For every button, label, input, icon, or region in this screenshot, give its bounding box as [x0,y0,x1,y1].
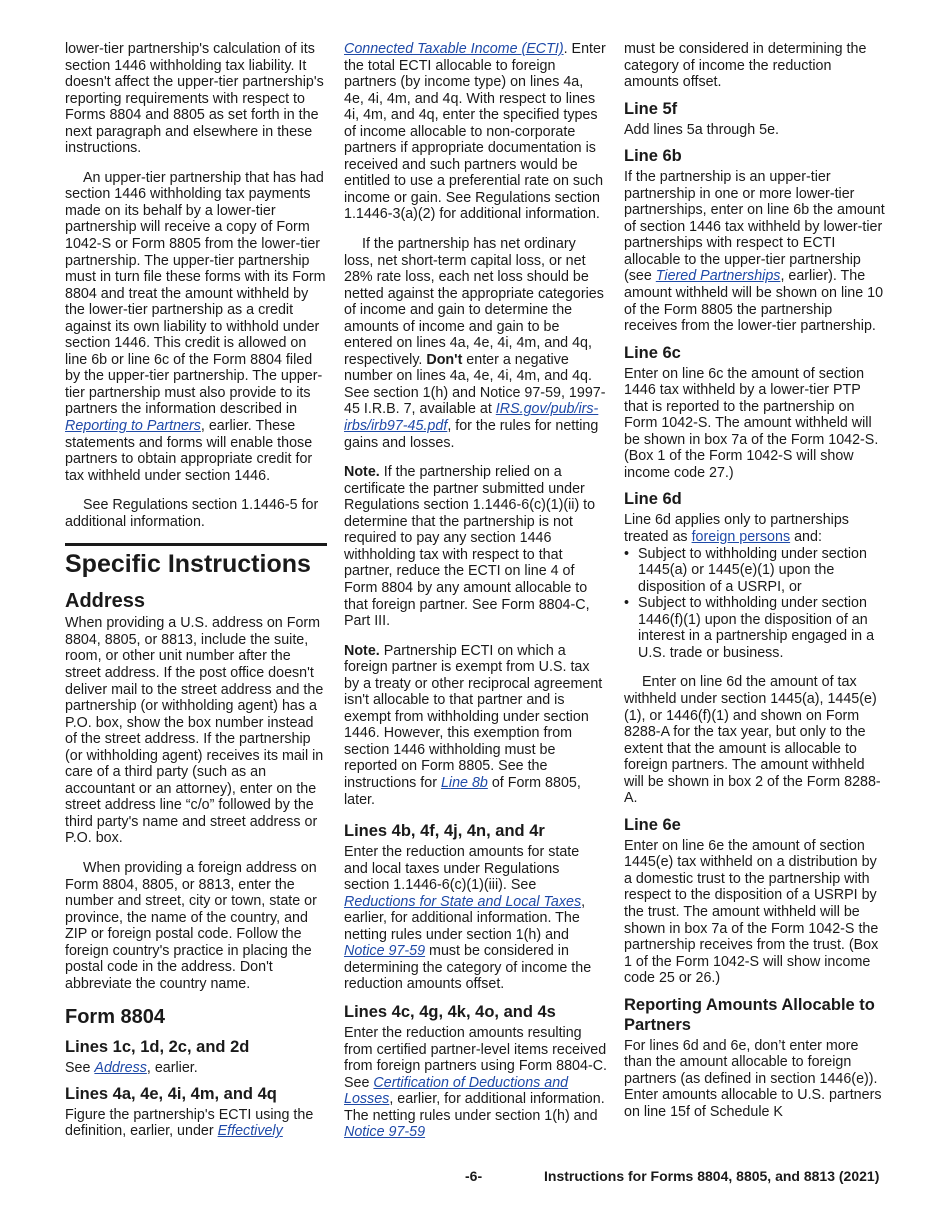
bullet-icon: • [624,595,630,612]
paragraph: See Address, earlier. [65,1060,198,1077]
paragraph: An upper-tier partnership that has had section 1446 withholding tax payments made on its behalf by a lower-tier partnership will receive a copy of Form 1042-S or Form 8805 from the lower-tier partnership. The upper-tier partnership must in turn file these forms with its Form 8804 and treat the amount withheld by the lower-tier partnership as a credit against its own liability to withhold under section 1446. This credit is allowed on line 6b or line 6c of the Form 8804 filed by the upper-tier partnership. The upper-tier partnership must also provide to its partners the information described in Reporting to Partners, earlier. These statements and forms will enable those partners to obtain appropriate credit for tax withheld under section 1446. [65,169,326,484]
paragraph: Enter on line 6d the amount of tax withheld under section 1445(a), 1445(e)(1), or 1446(f)(1) and shown on Form 8288-A for the tax year, but only to the extent that the amount is allocable to foreign partners. The amount withheld will be shown in box 2 of the Form 8288-A. [624,674,881,807]
heading-line-6c: Line 6c [624,343,681,362]
paragraph: Connected Taxable Income (ECTI). Enter the total ECTI allocable to foreign partners (by income type) on lines 4a, 4e, 4i, 4m, and 4q. With respect to lines 4i, 4m, and 4q, enter the specified types of income allocable to non-corporate partners if appropriate documentation is received and such partners would be entitled to use a preferential rate on such income or gain. See Regulations section 1.1446-3(a)(2) for additional information. [344,41,606,223]
paragraph: For lines 6d and 6e, don’t enter more than the amount allocable to foreign partners (as defined in section 1446(e)). Enter amounts allocable to U.S. partners on line 15f of Schedule K [624,1037,882,1120]
column-left [65,41,327,1153]
paragraph: must be considered in determining the category of income the reduction amounts offset. [624,41,867,91]
paragraph: Enter the reduction amounts for state and local taxes under Regulations section 1.1446-6(c)(1)(iii). See Reductions for State and Local Taxes, earlier, for additional information. The netting rules under section 1(h) and Notice 97-59 must be considered in determining the category of income the reduction amounts offset. [344,844,592,993]
heading-lines-4b: Lines 4b, 4f, 4j, 4n, and 4r [344,822,545,841]
link-notice-97-59[interactable]: Notice 97-59 [344,943,426,960]
link-ecti[interactable]: Connected Taxable Income (ECTI) [344,41,564,57]
bullet-icon: • [624,545,630,562]
link-tiered-partnerships[interactable]: Tiered Partnerships [655,268,781,285]
bullet-item: • Subject to withholding under section 1446(f)(1) upon the disposition of an interest in a partnership engaged in a U.S. trade or business. [624,595,875,661]
section-title: Specific Instructions [65,543,327,579]
heading-reporting-amounts: Reporting Amounts Allocable to Partners [624,995,875,1034]
heading-lines-1c: Lines 1c, 1d, 2c, and 2d [65,1038,250,1057]
link-foreign-persons[interactable]: foreign persons [691,529,791,546]
footer-title: Instructions for Forms 8804, 8805, and 8813 (2021) [544,1168,880,1184]
paragraph: If the partnership is an upper-tier partnership in one or more lower-tier partnerships, enter on line 6b the amount of section 1446 tax withheld by lower-tier partnerships with respect to ECTI allocable to the upper-tier partnership (see Tiered Partnerships, earlier). The amount withheld will be shown on line 10 of the Form 8805 the partnership receives from the lower-tier partnership. [624,169,885,335]
link-irb97-45[interactable]: IRS.gov/pub/irs-irbs/irb97-45.pdf [344,401,599,435]
column-middle [344,41,607,1154]
column-right [624,41,886,1133]
link-reporting-to-partners[interactable]: Reporting to Partners [65,418,201,435]
heading-line-6b: Line 6b [624,147,682,166]
heading-lines-4a: Lines 4a, 4e, 4i, 4m, and 4q [65,1084,277,1103]
paragraph: Enter the reduction amounts resulting from certified partner-level items received from foreign partners using Form 8804-C. See Certification of Deductions and Losses, earlier, for additional information. The netting rules under section 1(h) and Notice 97-59 [344,1024,608,1141]
paragraph: Line 6d applies only to partnerships treated as foreign persons and: [624,512,849,546]
paragraph: Enter on line 6c the amount of section 1446 tax withheld by a lower-tier PTP that is reported to the partnership on Form 1042-S. The amount withheld will be shown in box 7a of the Form 1042-S. (Box 1 of the Form 1042-S will show income code 27.) [624,365,879,481]
bullet-item: • Subject to withholding under section 1445(a) or 1445(e)(1) upon the disposition of a USRPI, or [624,545,867,595]
heading-form-8804: Form 8804 [65,1006,166,1029]
heading-line-6e: Line 6e [624,815,681,834]
paragraph: When providing a U.S. address on Form 8804, 8805, or 8813, include the suite, room, or other unit number after the street address. If the post office doesn't deliver mail to the street address and the partnership (or withholding agent) has a P.O. box, show the box number instead of the street address. If the partnership (or withholding agent) receives its mail in care of a third party (such as an accountant or an attorney), enter on the street address line “c/o” followed by the third party's name and street address or P.O. box. [65,615,324,847]
heading-lines-4c: Lines 4c, 4g, 4k, 4o, and 4s [344,1002,556,1021]
paragraph: lower-tier partnership's calculation of its section 1446 withholding tax liability. It doesn't affect the upper-tier partnership's reporting requirements with respect to Forms 8804 and 8805 as set forth in the next paragraph and elsewhere in these instructions. [65,41,324,157]
heading-line-6d: Line 6d [624,490,682,509]
paragraph: When providing a foreign address on Form 8804, 8805, or 8813, enter the number and street, city or town, state or province, the name of the country, and ZIP or foreign postal code. Follow the foreign country's practice in placing the postal code in the address. Don't abbreviate the country name. [65,859,317,992]
link-notice-97-59[interactable]: Notice 97-59 [344,1124,426,1141]
link-effectively-connected[interactable]: Effectively [217,1123,283,1140]
link-line-8b[interactable]: Line 8b [440,774,488,791]
note-paragraph: Note. Partnership ECTI on which a foreign partner is exempt from U.S. tax by a treaty or other reciprocal agreement isn't allocable to that partner and is exempt from withholding under section 1446. However, this exemption from section 1446 withholding must be reported on Form 8805. See the instructions for Line 8b of Form 8805, later. [344,642,603,808]
note-paragraph: Note. If the partnership relied on a certificate the partner submitted under Regulations section 1.1446-6(c)(1)(ii) to determine that the partnership is not required to pay any section 1446 withholding tax with respect to that partner, reduce the ECTI on line 4 of Form 8804 by any amount allocable to that foreign partner. See Form 8804-C, Part III. [344,464,596,630]
heading-line-5f: Line 5f [624,99,678,118]
paragraph: If the partnership has net ordinary loss, net short-term capital loss, or net 28% rate loss, each net loss should be netted against the appropriate categories of income and gain to determine the amounts of income and gain to be entered on lines 4a, 4e, 4i, 4m, and 4q, respectively. Don't enter a negative number on lines 4a, 4e, 4i, 4m, and 4q. See section 1(h) and Notice 97-59, 1997-45 I.R.B. 7, available at IRS.gov/pub/irs-irbs/irb97-45.pdf, for the rules for netting gains and losses. [344,236,606,451]
heading-address: Address [65,590,146,613]
paragraph: Enter on line 6e the amount of section 1445(e) tax withheld on a distribution by a domestic trust to the partnership with respect to the disposition of a USRPI by the trust. The amount withheld will be shown in box 7a of the Form 1042-S the partnership receives from the trust. (Box 1 of the Form 1042-S will show income code 25 or 26.) [624,837,879,987]
paragraph: Add lines 5a through 5e. [624,121,779,138]
paragraph: Figure the partnership's ECTI using the definition, earlier, under Effectively [65,1106,314,1140]
paragraph: See Regulations section 1.1446-5 for additional information. [65,497,319,530]
page-number: -6- [465,1168,483,1184]
link-address[interactable]: Address [94,1060,147,1077]
link-certification-deductions[interactable]: Certification of Deductions and Losses [344,1074,569,1108]
link-reductions-state-local[interactable]: Reductions for State and Local Taxes [344,893,582,910]
